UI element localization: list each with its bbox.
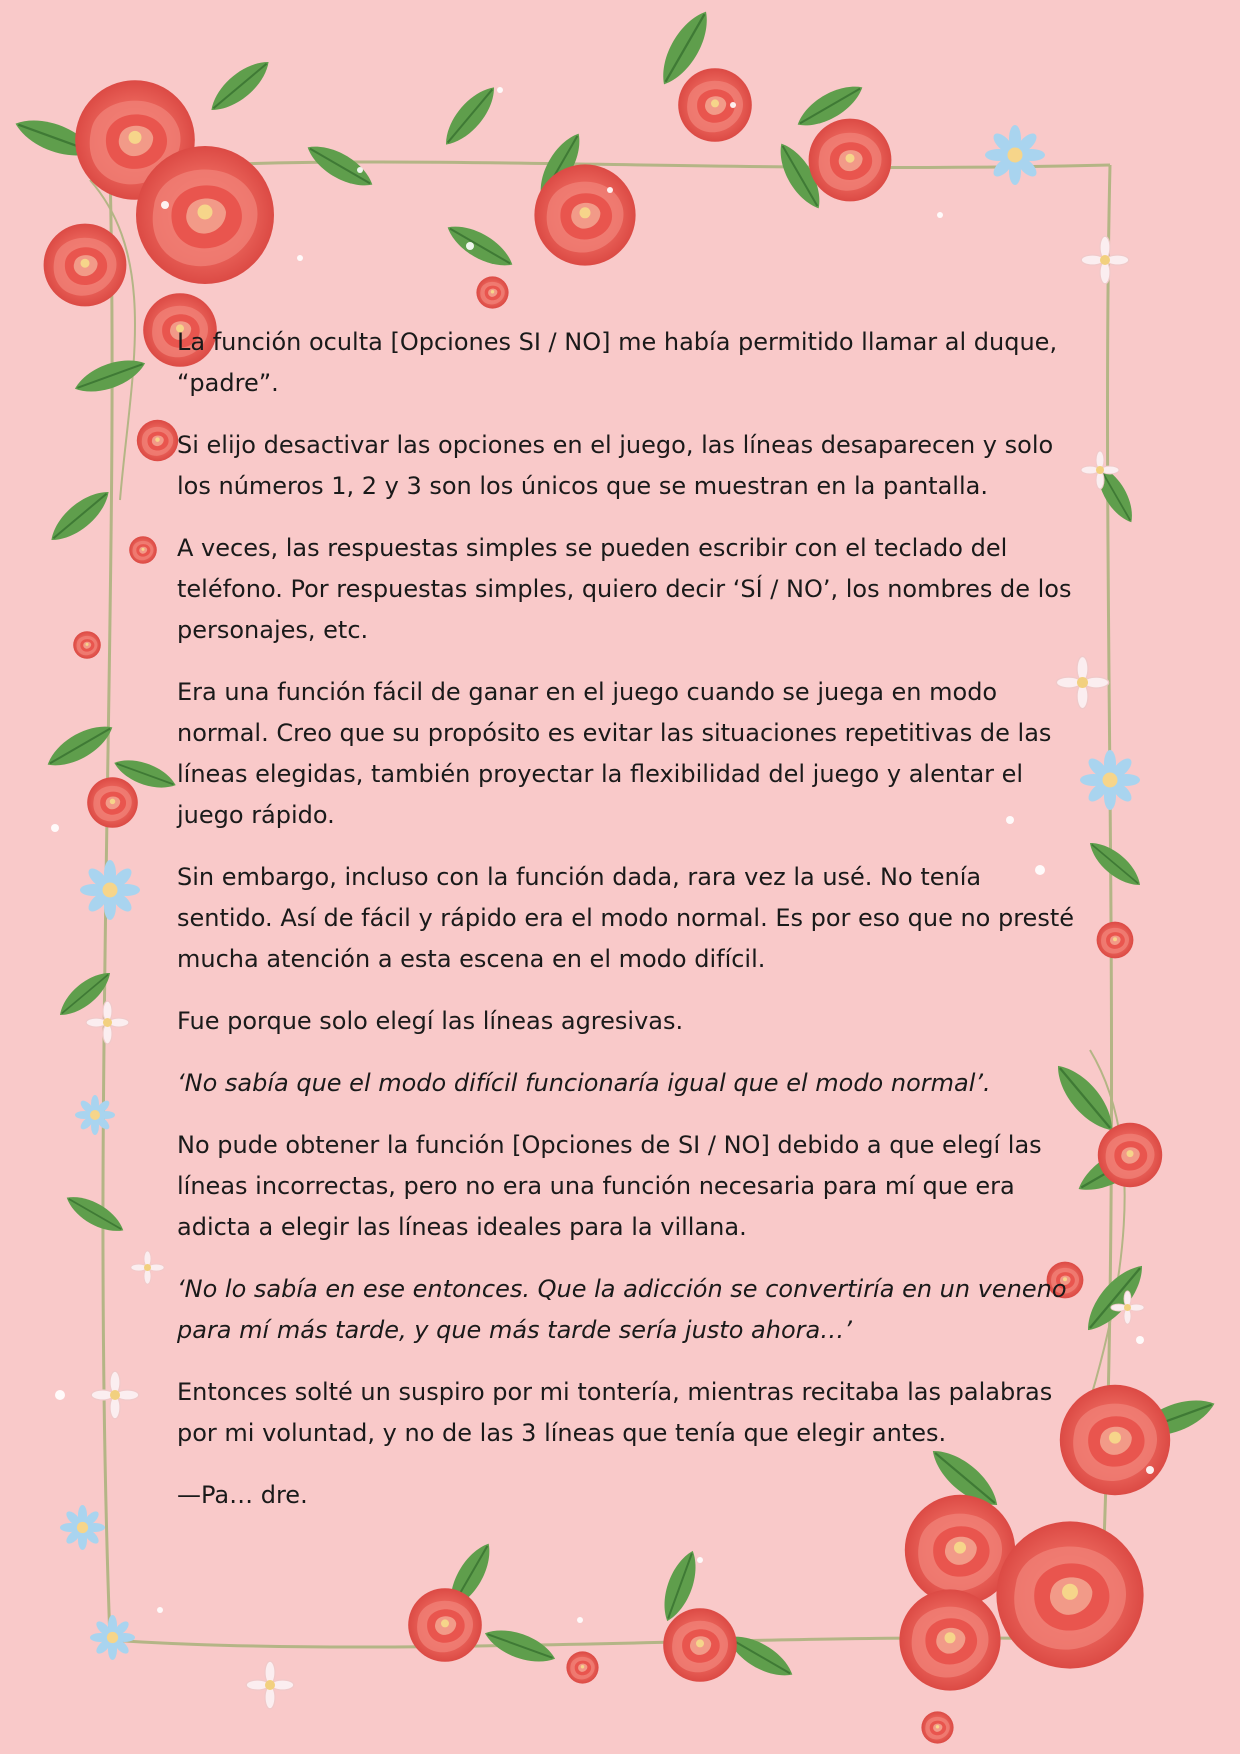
paragraph: Si elijo desactivar las opciones en el juego, las líneas desaparecen y solo los números 1, 2 y 3 son los únicos que se muestran en la pantalla. — [177, 431, 1054, 500]
paragraph: La función oculta [Opciones SI / NO] me había permitido llamar al duque, “padre”. — [177, 328, 1058, 397]
story-text — [177, 322, 1077, 1537]
paragraph: Sin embargo, incluso con la función dada, rara vez la usé. No tenía sentido. Así de fácil y rápido era el modo normal. Es por eso que no presté mucha atención a esta escena en el modo difícil. — [177, 863, 1074, 973]
paragraph: No pude obtener la función [Opciones de SI / NO] debido a que elegí las líneas incorrectas, pero no era una función necesaria para mí que era adicta a elegir las líneas ideales para la villana. — [177, 1131, 1042, 1241]
paragraph: Entonces solté un suspiro por mi tontería, mientras recitaba las palabras por mi voluntad, y no de las 3 líneas que tenía que elegir antes. — [177, 1378, 1053, 1447]
paragraph: Era una función fácil de ganar en el juego cuando se juega en modo normal. Creo que su propósito es evitar las situaciones repetitivas de las líneas elegidas, también proyectar la flexibilidad del juego y alentar el juego rápido. — [177, 678, 1052, 829]
paragraph: —Pa… dre. — [177, 1481, 308, 1509]
paragraph: Fue porque solo elegí las líneas agresivas. — [177, 1007, 684, 1035]
paragraph: ‘No sabía que el modo difícil funcionaría igual que el modo normal’. — [177, 1069, 991, 1097]
paragraph: A veces, las respuestas simples se pueden escribir con el teclado del teléfono. Por respuestas simples, quiero decir ‘SÍ / NO’, los nombres de los personajes, etc. — [177, 534, 1072, 644]
paragraph: ‘No lo sabía en ese entonces. Que la adicción se convertiría en un veneno para mí más tarde, y que más tarde sería justo ahora…’ — [177, 1275, 1067, 1344]
